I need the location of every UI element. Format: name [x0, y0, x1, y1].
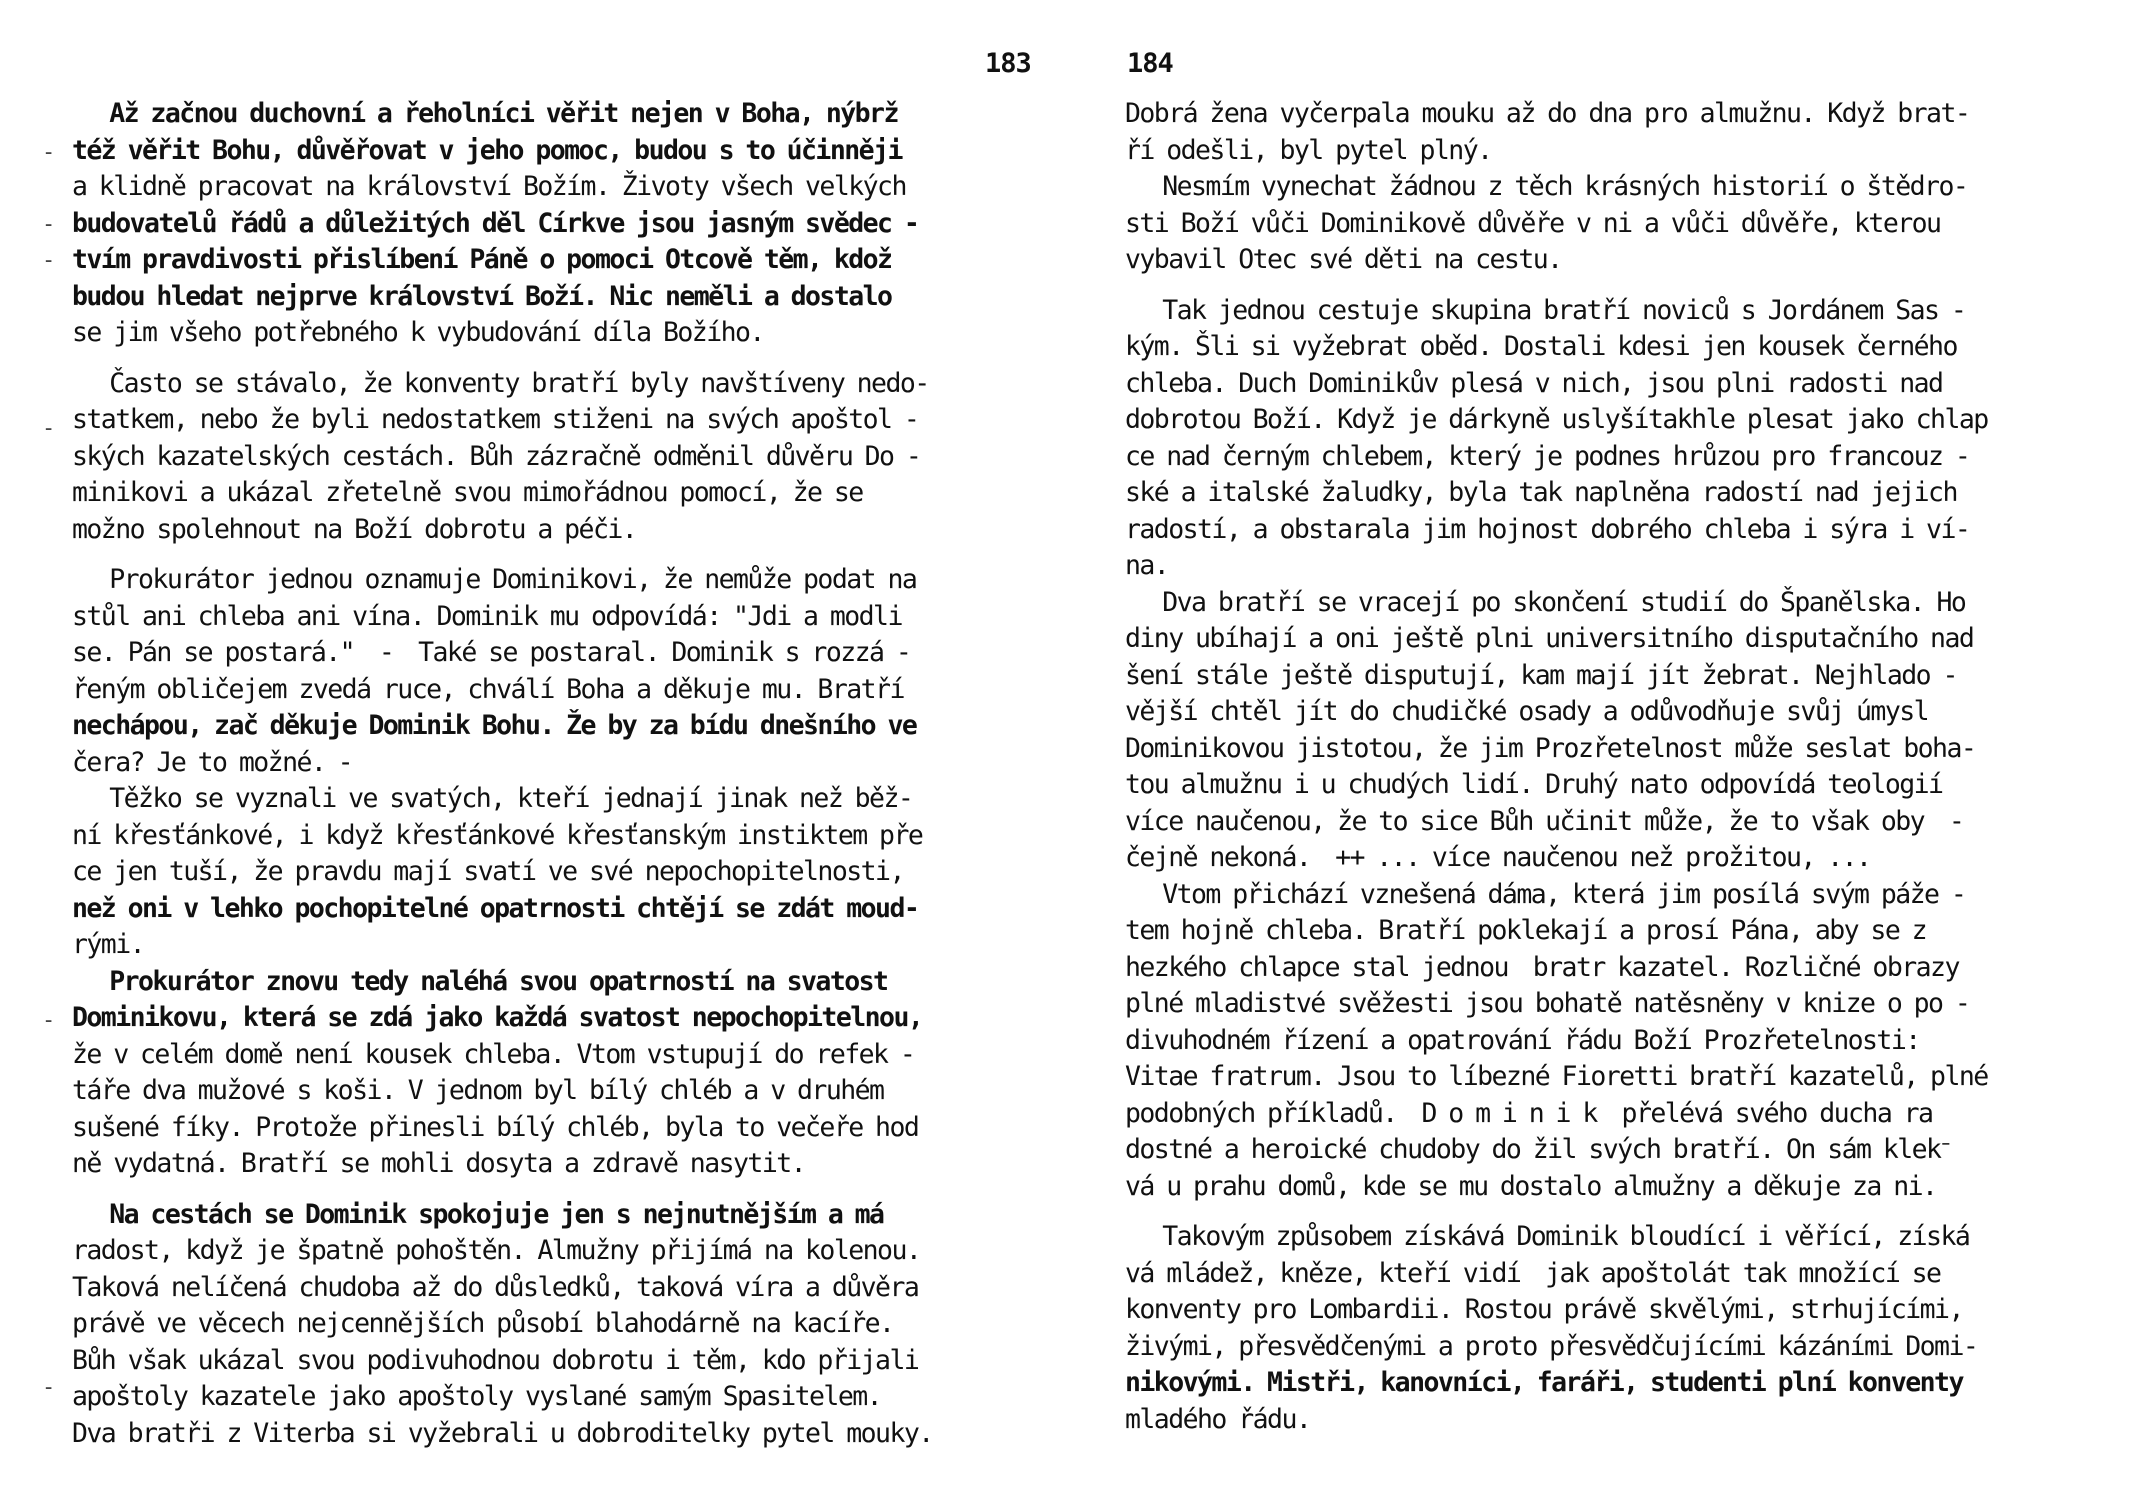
- text-line: možno spolehnout na Boží dobrotu a péči.: [72, 513, 637, 545]
- text-line: Dominikovu, která se zdá jako každá svatost nepochopitelnou,: [72, 1002, 923, 1033]
- text-line: více naučenou, že to sice Bůh učinit může, že to však oby -: [1125, 805, 1964, 837]
- text-line: tem hojně chleba. Bratří poklekají a prosí Pána, aby se z: [1125, 915, 1927, 946]
- text-line: plné mladistvé svěžesti jsou bohatě natěsněny v knize o po -: [1125, 988, 1970, 1019]
- margin-dash: -: [42, 1008, 56, 1033]
- text-line: živými, přesvědčenými a proto přesvědčujícími kázáními Domi-: [1125, 1330, 1978, 1362]
- text-line: nechápou, zač děkuje Dominik Bohu. Že by za bídu dnešního ve: [72, 710, 917, 741]
- text-line: ské a italské žaludky, byla tak naplněna radostí nad jejich: [1125, 477, 1957, 508]
- text-line: podobných příkladů. D o m i n i k přelévá svého ducha ra: [1125, 1097, 1933, 1129]
- text-line: Nesmím vynechat žádnou z těch krásných historií o štědro-: [1125, 171, 1968, 202]
- text-line: Dva bratři z Viterba si vyžebrali u dobroditelky pytel mouky.: [72, 1417, 933, 1449]
- text-line: Na cestách se Dominik spokojuje jen s nejnutnějším a má: [72, 1198, 884, 1230]
- margin-dash: -: [42, 212, 56, 237]
- text-line: radost, když je špatně pohoštěn. Almužny přijímá na kolenou.: [72, 1235, 921, 1266]
- margin-dash: -: [42, 248, 56, 273]
- text-line: čera? Je to možné. -: [72, 746, 353, 778]
- text-line: divuhodném řízení a opatrování řádu Boží Prozřetelnosti:: [1125, 1024, 1920, 1056]
- page-text: [72, 96, 1042, 1452]
- text-line: vá mládež, kněze, kteří vidí jak apoštolát tak množící se: [1125, 1257, 1941, 1289]
- text-line: Vtom přichází vznešená dáma, která jim posílá svým páže -: [1125, 878, 1966, 910]
- text-line: ských kazatelských cestách. Bůh zázračně odměnil důvěru Do -: [72, 440, 921, 472]
- text-line: Taková nelíčená chudoba až do důsledků, taková víra a důvěra: [72, 1271, 919, 1303]
- text-line: se. Pán se postará." - Také se postaral. Dominik s rozzá -: [72, 637, 911, 668]
- text-line: radostí, a obstarala jim hojnost dobrého chleba i sýra i ví-: [1125, 513, 1970, 545]
- text-line: ně vydatná. Bratří se mohli dosyta a zdravě nasytit.: [72, 1148, 806, 1179]
- text-line: též věřit Bohu, důvěřovat v jeho pomoc, budou s to účinněji: [72, 134, 902, 166]
- page-number: 184: [1127, 48, 1173, 79]
- text-line: právě ve věcech nejcennějších působí blahodárně na kacíře.: [72, 1308, 894, 1339]
- text-line: že v celém domě není kousek chleba. Vtom vstupují do refek -: [72, 1038, 915, 1070]
- text-line: apoštoly kazatele jako apoštoly vyslané samým Spasitelem.: [72, 1381, 882, 1412]
- paragraph-gap: [72, 352, 1042, 366]
- text-line: než oni v lehko pochopitelné opatrnosti chtějí se zdát moud-: [72, 892, 919, 924]
- text-line: tou almužnu i u chudých lidí. Druhý nato odpovídá teologií: [1125, 769, 1943, 800]
- text-line: mladého řádu.: [1125, 1403, 1311, 1435]
- text-line: šení stále ještě disputují, kam mají jít žebrat. Nejhlado -: [1125, 659, 1957, 691]
- text-line: ří odešli, byl pytel plný.: [1125, 134, 1492, 166]
- right-page: [1065, 0, 2130, 1500]
- text-line: hezkého chlapce stal jednou bratr kazatel. Rozličné obrazy: [1125, 951, 1959, 983]
- text-line: stůl ani chleba ani vína. Dominik mu odpovídá: "Jdi a modli: [72, 600, 902, 632]
- text-line: Často se stávalo, že konventy bratří byly navštíveny nedo-: [72, 367, 929, 399]
- text-line: Tak jednou cestuje skupina bratří noviců s Jordánem Sas -: [1125, 294, 1966, 326]
- text-line: řeným obličejem zvedá ruce, chválí Boha a děkuje mu. Bratří: [72, 673, 904, 705]
- text-line: se jim všeho potřebného k vybudování díla Božího.: [72, 317, 764, 348]
- text-line: sušené fíky. Protože přinesli bílý chléb, byla to večeře hod: [72, 1111, 919, 1143]
- page-number: 183: [985, 48, 1031, 79]
- page-text: [1125, 96, 2115, 1438]
- text-line: Dva bratří se vracejí po skončení studií do Španělska. Ho: [1125, 586, 1966, 618]
- paragraph-gap: [72, 1183, 1042, 1197]
- text-line: Bůh však ukázal svou podivuhodnou dobrotu i těm, kdo přijali: [72, 1344, 919, 1376]
- text-line: ce jen tuší, že pravdu mají svatí ve své nepochopitelnosti,: [72, 856, 904, 887]
- paragraph-gap: [72, 548, 1042, 562]
- text-line: vybavil Otec své děti na cestu.: [1125, 244, 1562, 275]
- text-line: táře dva mužové s koši. V jednom byl bílý chléb a v druhém: [72, 1075, 884, 1106]
- text-line: minikovi a ukázal zřetelně svou mimořádnou pomocí, že se: [72, 477, 863, 508]
- text-line: na.: [1125, 550, 1169, 581]
- text-line: budovatelů řádů a důležitých děl Církve jsou jasným svědec -: [72, 207, 919, 239]
- text-line: kým. Šli si vyžebrat oběd. Dostali kdesi jen kousek černého: [1125, 331, 1957, 362]
- paragraph-gap: [1125, 279, 2115, 293]
- text-line: dobrotou Boží. Když je dárkyně uslyšítakhle plesat jako chlap: [1125, 404, 1988, 435]
- text-line: ní křesťánkové, i když křesťánkové křesťanským instiktem pře: [72, 819, 923, 851]
- text-line: Dobrá žena vyčerpala mouku až do dna pro almužnu. Když brat-: [1125, 98, 1970, 129]
- text-line: Až začnou duchovní a řeholníci věřit nejen v Boha, nýbrž: [72, 98, 898, 129]
- text-line: Prokurátor znovu tedy naléhá svou opatrností na svatost: [72, 965, 888, 997]
- text-line: konventy pro Lombardii. Rostou právě skvělými, strhujícími,: [1125, 1294, 1963, 1325]
- paragraph-gap: [1125, 1205, 2115, 1219]
- text-line: čejně nekoná. ++ ... více naučenou než prožitou, ...: [1125, 842, 1871, 873]
- text-line: nikovými. Mistři, kanovníci, faráři, studenti plní konventy: [1125, 1367, 1963, 1398]
- text-line: Dominikovou jistotou, že jim Prozřetelnost může seslat boha-: [1125, 732, 1976, 764]
- text-line: sti Boží vůči Dominikově důvěře v ni a vůči důvěře, kterou: [1125, 207, 1941, 239]
- text-line: vá u prahu domů, kde se mu dostalo almužny a děkuje za ni.: [1125, 1170, 1937, 1202]
- text-line: diny ubíhají a oni ještě plni universitního disputačního nad: [1125, 623, 1974, 654]
- text-line: dostné a heroické chudoby do žil svých bratří. On sám klekᐨ: [1125, 1134, 1950, 1165]
- text-line: chleba. Duch Dominikův plesá v nich, jsou plni radosti nad: [1125, 367, 1943, 399]
- text-line: vější chtěl jít do chudičké osady a odůvodňuje svůj úmysl: [1125, 696, 1929, 727]
- text-line: ce nad černým chlebem, který je podnes hrůzou pro francouz -: [1125, 440, 1970, 472]
- text-line: a klidně pracovat na království Božím. Životy všech velkých: [72, 171, 906, 202]
- margin-dash: -: [42, 416, 56, 441]
- margin-dash: -: [42, 1375, 56, 1400]
- text-line: Takovým způsobem získává Dominik bloudící i věřící, získá: [1125, 1221, 1970, 1252]
- text-line: tvím pravdivosti přislíbení Páně o pomoci Otcově těm, kdož: [72, 244, 892, 275]
- text-line: rými.: [72, 929, 145, 960]
- text-line: budou hledat nejprve království Boží. Nic neměli a dostalo: [72, 280, 892, 312]
- text-line: Vitae fratrum. Jsou to líbezné Fioretti bratří kazatelů, plné: [1125, 1061, 1988, 1092]
- text-line: Těžko se vyznali ve svatých, kteří jednají jinak než běž-: [72, 783, 913, 814]
- margin-dash: -: [42, 140, 56, 165]
- text-line: Prokurátor jednou oznamuje Dominikovi, že nemůže podat na: [72, 564, 917, 595]
- text-line: statkem, nebo že byli nedostatkem stiženi na svých apoštol -: [72, 404, 919, 435]
